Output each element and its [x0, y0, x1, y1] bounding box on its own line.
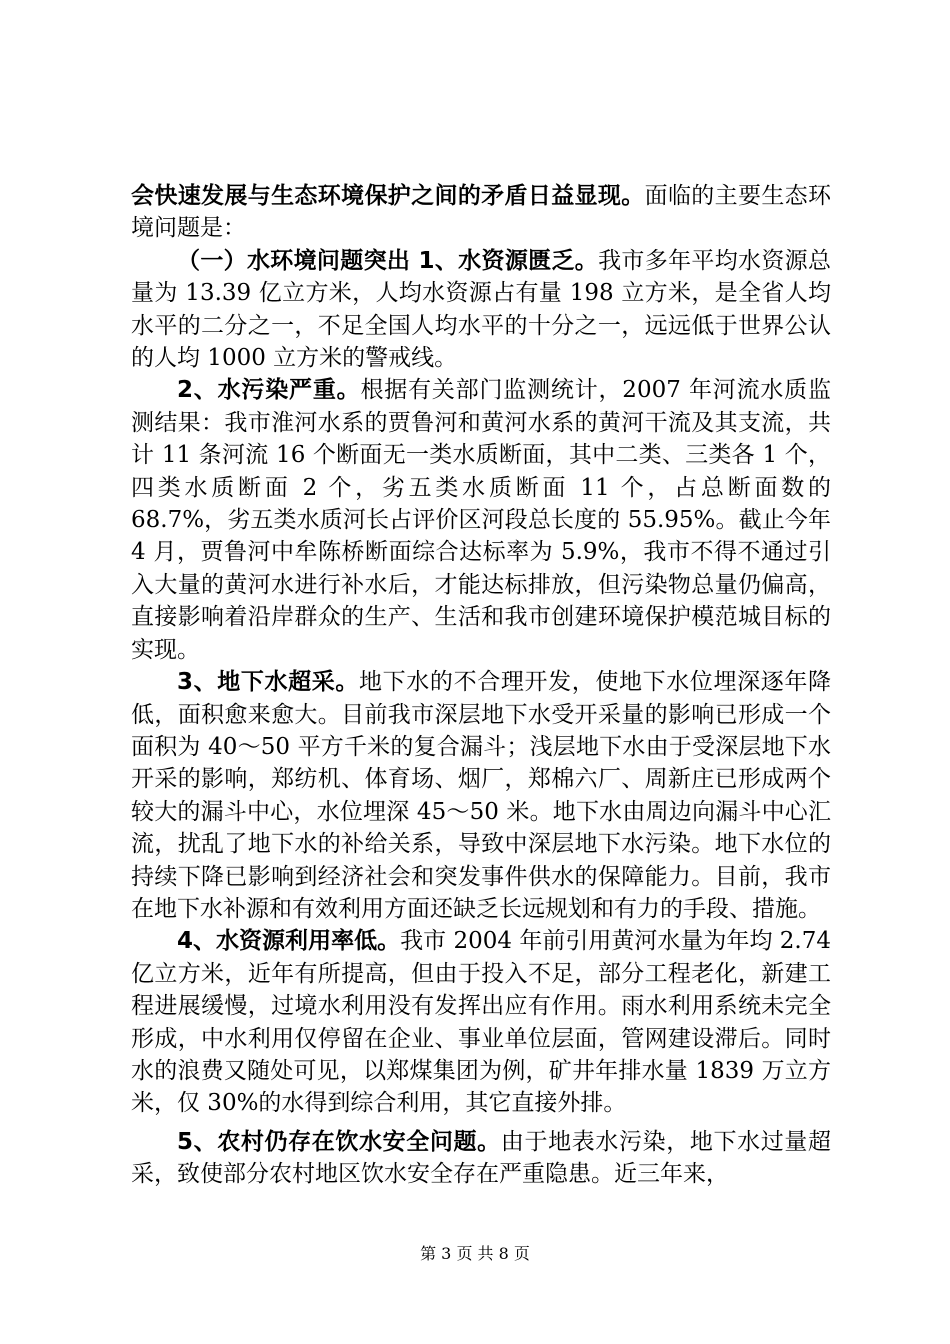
intro-paragraph: [131, 180, 831, 245]
paragraph-water-pollution: [131, 374, 831, 666]
page-footer: 第 3 页 共 8 页: [420, 1244, 530, 1263]
text-water-utilization: 我市 2004 年前引用黄河水量为年均 2.74 亿立方米，近年有所提高，但由于投入不足，部分工程老化，新建工程进展缓慢，过境水利用没有发挥出应有作用。雨水利用系统未完全形成，中水利用仅停留在企业、事业单位层面，管网建设滞后。同时水的浪费又随处可见，以郑煤集团为例，矿井年排水量 1839 万立方米，仅 30%的水得到综合利用，其它直接外排。: [131, 928, 831, 1117]
heading-groundwater-overdraft: 3、地下水超采。: [177, 669, 360, 696]
heading-water-pollution: 2、水污染严重。: [177, 377, 361, 404]
intro-text: 面临的主要生态环境问题是：: [131, 183, 832, 242]
text-water-scarcity: 我市多年平均水资源总量为 13.39 亿立方米，人均水资源占有量 198 立方米，是全省人均水平的二分之一，不足全国人均水平的十分之一，远远低于世界公认的人均 1000 立方米的警戒线。: [131, 247, 831, 372]
intro-heading: 会快速发展与生态环境保护之间的矛盾日益显现。: [131, 183, 645, 209]
text-groundwater-overdraft: 地下水的不合理开发，使地下水位埋深逐年降低，面积愈来愈大。目前我市深层地下水受开采量的影响已形成一个面积为 40～50 平方千米的复合漏斗；浅层地下水由于受深层地下水开采的影响，郑纺机、体育场、烟厂，郑棉六厂、周新庄已形成两个较大的漏斗中心，水位埋深 45～50 米。地下水由周边向漏斗中心汇流，扰乱了地下水的补给关系，导致中深层地下水污染。地下水位的持续下降已影响到经济社会和突发事件供水的保障能力。目前，我市在地下水补源和有效利用方面还缺乏长远规划和有力的手段、措施。: [131, 669, 831, 922]
text-rural-drinking-water: 由于地表水污染，地下水过量超采，致使部分农村地区饮水安全存在严重隐患。近三年来，: [131, 1128, 831, 1188]
paragraph-groundwater-overdraft: [131, 666, 831, 925]
paragraph-rural-drinking-water: [131, 1126, 831, 1191]
paragraph-water-scarcity: [131, 245, 831, 375]
paragraph-water-utilization: [131, 925, 831, 1119]
heading-water-scarcity: （一）水环境问题突出 1、水资源匮乏。: [177, 247, 599, 274]
text-water-pollution: 根据有关部门监测统计，2007 年河流水质监测结果：我市淮河水系的贾鲁河和黄河水系的黄河干流及其支流，共计 11 条河流 16 个断面无一类水质断面，其中二类、三类各 1 个，四类水质断面 2 个，劣五类水质断面 11 个，占总断面数的 68.7%，劣五类水质河长占评价区河段总长度的 55.95%。截止今年 4 月，贾鲁河中牟陈桥断面综合达标率为 5.9%，我市不得不通过引入大量的黄河水进行补水后，才能达标排放，但污染物总量仍偏高，直接影响着沿岸群众的生产、生活和我市创建环境保护模范城目标的实现。: [131, 377, 832, 663]
heading-water-utilization: 4、水资源利用率低。: [177, 928, 401, 955]
heading-rural-drinking-water: 5、农村仍存在饮水安全问题。: [177, 1128, 501, 1155]
document-body: [131, 180, 831, 1191]
